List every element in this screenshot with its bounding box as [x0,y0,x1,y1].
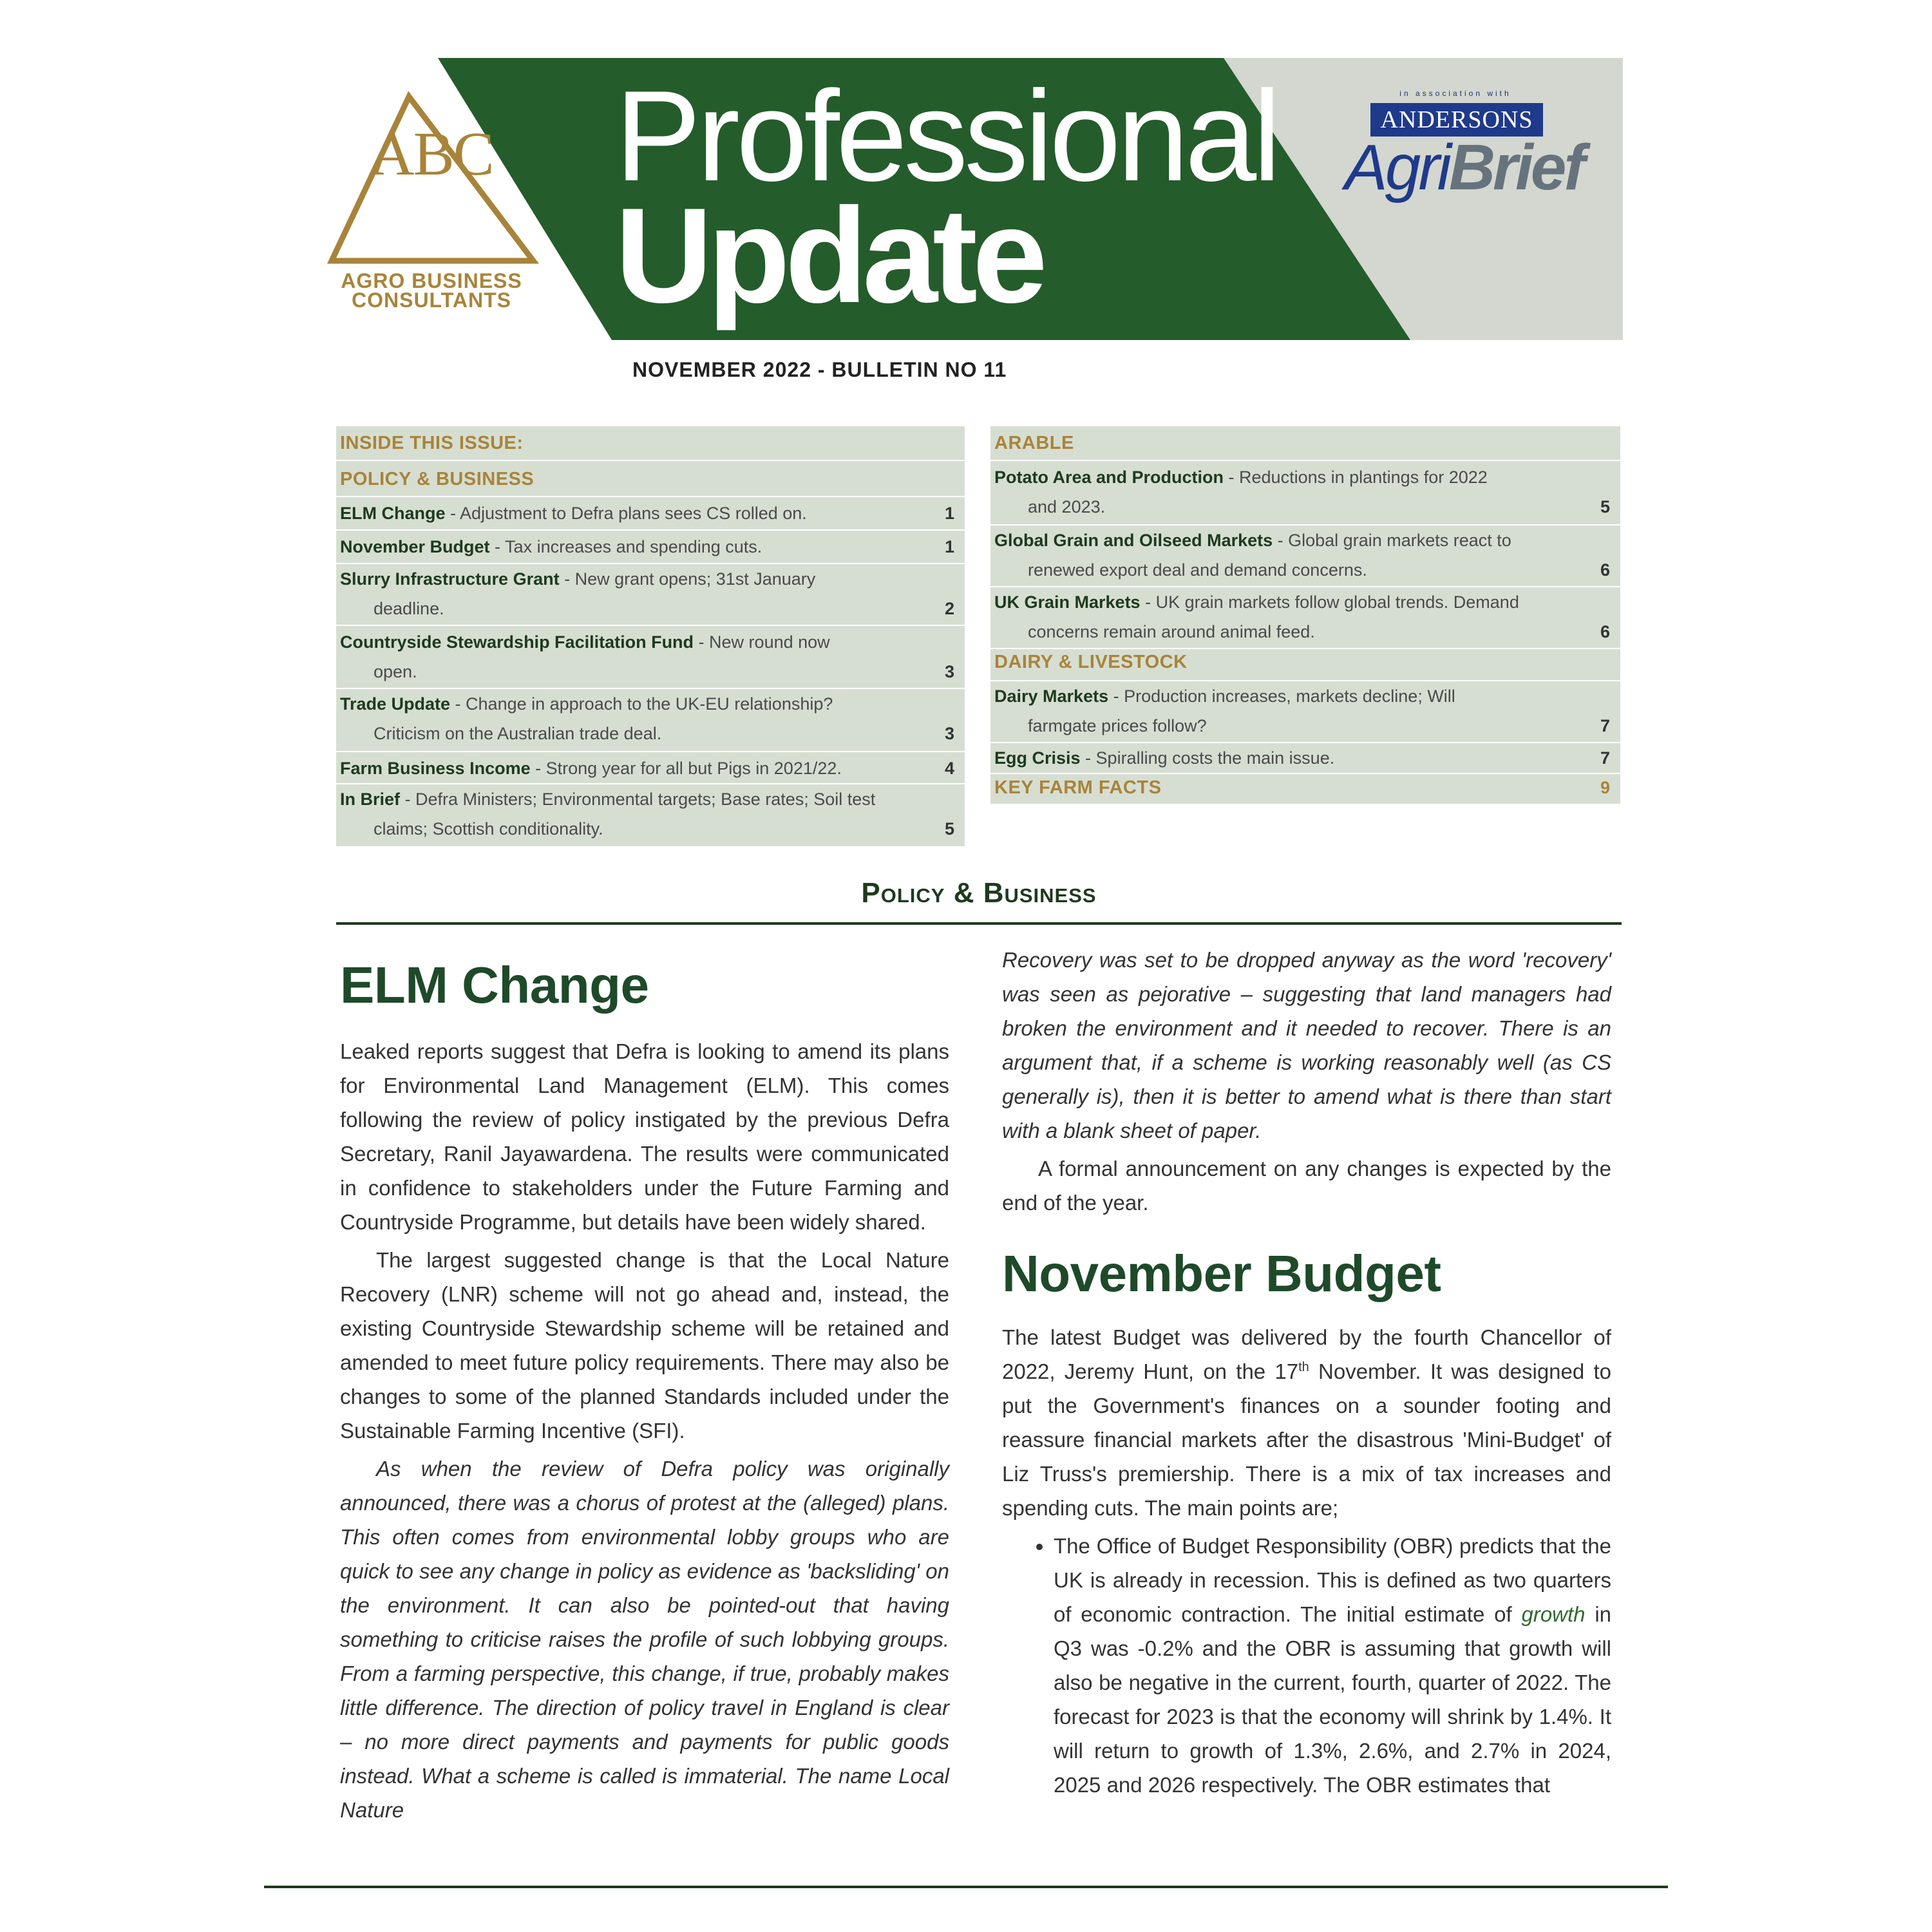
toc-right-box [990,426,1620,804]
elm-paragraph: The largest suggested change is that the Local Nature Recovery (LNR) scheme will not go ahead and, instead, the existing Countryside Stewardship scheme will be retained and amended to meet future policy requirements. There may also be changes to some of the planned Standards included under the Sustainable Farming Incentive (SFI). [340,1248,949,1443]
toc-left-box [336,426,965,846]
toc-heading-dairy: DAIRY & LIVESTOCK [994,652,1188,672]
andersons-logo: ANDERSONS [1370,103,1543,137]
elm-paragraph: As when the review of Defra policy was originally announced, there was a chorus of protest at the (alleged) plans. This often comes from environmental lobby groups who are quick to see any change in policy as evidence as 'backsliding' on the environment. It can also be pointed-out that having something to criticise raises the profile of such lobbying groups. From a farming perspective, this change, if true, probably makes little difference. The direction of policy travel in England is clear – no more direct payments and payments for public goods instead. What a scheme is called is immaterial. The name Local Nature [340,1457,949,1822]
abc-logo-letters: ABC [370,119,493,188]
toc-item[interactable]: ELM Change - Adjustment to Defra plans sees CS rolled on. 1 [340,504,954,523]
brief-text: Brief [1448,131,1583,204]
association-text: in association with [1399,89,1511,98]
elm-heading: ELM Change [340,956,649,1014]
budget-bullet-list [1002,1529,1611,1802]
toc-item-key-farm-facts[interactable]: KEY FARM FACTS 9 [994,777,1610,798]
toc-heading: INSIDE THIS ISSUE: [340,433,524,453]
elm-column-left [340,1034,949,1831]
logo-line1: AGRO BUSINESS [341,269,522,292]
toc-item[interactable]: UK Grain Markets - UK grain markets follow global trends. Demand concerns remain around animal feed. 6 [994,592,1610,641]
bulletin-number: NOVEMBER 2022 - BULLETIN NO 11 [632,358,1007,381]
toc-item[interactable]: Countryside Stewardship Facilitation Fund - New round now open. 3 [340,632,954,681]
elm-paragraph: Leaked reports suggest that Defra is looking to amend its plans for Environmental Land Management (ELM). This comes following the review of policy instigated by the previous Defra Secretary, Ranil Jayawardena. The results were communicated in confidence to stakeholders under the Future Farming and Countryside Programme, but details have been widely shared. [340,1039,949,1234]
toc-item[interactable]: Trade Update - Change in approach to the UK-EU relationship? Criticism on the Australian trade deal. 3 [340,694,954,743]
section-title: Policy & Business [861,877,1097,909]
toc-subheading-policy: POLICY & BUSINESS [340,469,535,489]
toc-item[interactable]: November Budget - Tax increases and spending cuts. 1 [340,537,954,556]
title-update: Update [615,180,1043,331]
toc-item[interactable]: Potato Area and Production - Reductions in plantings for 2022 and 2023. 5 [994,468,1610,516]
toc-item[interactable]: Farm Business Income - Strong year for all but Pigs in 2021/22. 4 [340,759,954,778]
elm-paragraph: A formal announcement on any changes is expected by the end of the year. [1002,1157,1611,1215]
section-rule [336,922,1622,925]
budget-paragraph: The latest Budget was delivered by the fourth Chancellor of 2022, Jeremy Hunt, on the 17th November. It was designed to put the Government's finances on a sounder footing and reassure financial markets after the disastrous 'Mini-Budget' of Liz Truss's premiership. There is a mix of tax increases and spending cuts. The main points are; [1002,1325,1611,1520]
title-professional: Professional [615,64,1278,208]
toc-item[interactable]: In Brief - Defra Ministers; Environmental targets; Base rates; Soil test claims; Scottish conditionality. 5 [340,790,954,838]
toc-item[interactable]: Dairy Markets - Production increases, markets decline; Will farmgate prices follow? 7 [994,687,1610,735]
elm-column-right [1002,943,1611,1224]
footer-rule [264,1886,1668,1888]
toc-item[interactable]: Slurry Infrastructure Grant - New grant opens; 31st January deadline. 2 [340,569,954,618]
toc-item[interactable]: Egg Crisis - Spiralling costs the main issue. 7 [994,748,1610,768]
agri-text: Agri [1345,131,1449,204]
logo-line2: CONSULTANTS [351,289,511,312]
toc-heading-arable: ARABLE [994,433,1074,453]
budget-heading: November Budget [1002,1245,1441,1302]
budget-bullet: • The Office of Budget Responsibility (OBR) predicts that the UK is already in recession. This is defined as two quarters of economic contraction. The initial estimate of growth in Q3 was -0.2% and the OBR is assuming that growth will also be negative in the current, fourth, quarter of 2022. The forecast for 2023 is that the economy will shrink by 1.4%. It will return to growth of 1.3%, 2.6%, and 2.7% in 2024, 2025 and 2026 respectively. The OBR estimates that [1054,1529,1611,1802]
agribrief-logo [1345,131,1583,204]
toc-item[interactable]: Global Grain and Oilseed Markets - Global grain markets react to renewed export deal and demand concerns. 6 [994,531,1610,580]
elm-paragraph: Recovery was set to be dropped anyway as the word 'recovery' was seen as pejorative – suggesting that land managers had broken the environment and it needed to recover. There is an argument that, if a scheme is working reasonably well (as CS generally is), then it is better to amend what is there than start with a blank sheet of paper. [1002,948,1611,1142]
budget-column [1002,1320,1611,1802]
